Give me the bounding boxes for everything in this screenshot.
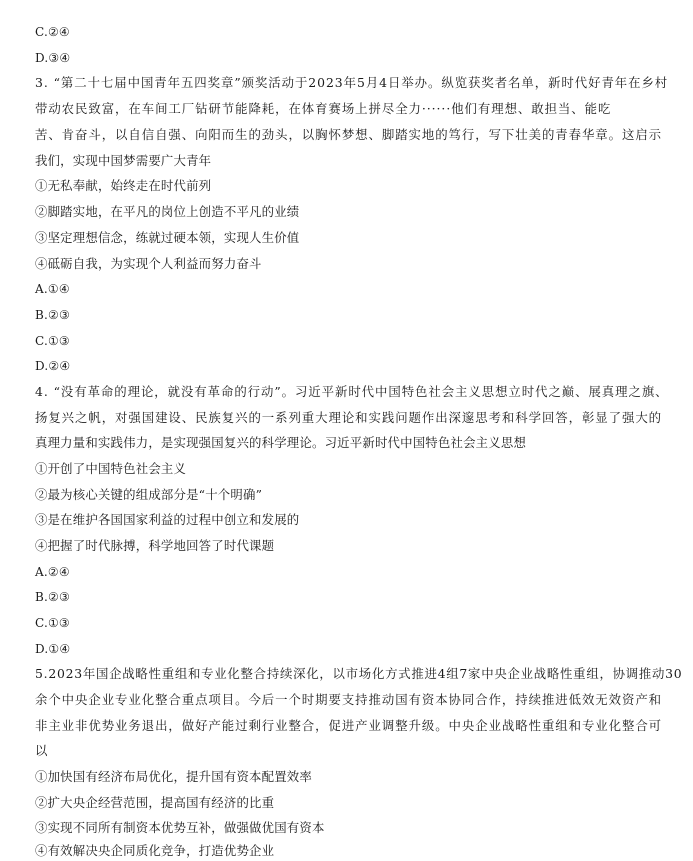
q5-stem-line-1: 5.2023年国企战略性重组和专业化整合持续深化，以市场化方式推进4组7家中央企业战略性重组，协调推动30 [35, 666, 683, 681]
q4-statement-2: ②最为核心关键的组成部分是“十个明确” [35, 487, 263, 502]
q4-stem-line-3: 真理力量和实践伟力，是实现强国复兴的科学理论。习近平新时代中国特色社会主义思想 [35, 435, 527, 450]
q3-statement-3: ③坚定理想信念，练就过硬本领，实现人生价值 [35, 230, 300, 245]
q5-statement-1: ①加快国有经济布局优化，提升国有资本配置效率 [35, 769, 312, 784]
q3-option-d: D.②④ [35, 359, 71, 373]
q5-statement-2: ②扩大央企经营范围，提高国有经济的比重 [35, 795, 275, 810]
q4-option-a: A.②④ [35, 565, 70, 579]
q4-statement-1: ①开创了中国特色社会主义 [35, 461, 187, 476]
q3-option-a: A.①④ [35, 282, 70, 296]
q4-stem-line-2: 扬复兴之帆，对强国建设、民族复兴的一系列重大理论和实践问题作出深邃思考和科学回答，彰显了强大的 [35, 410, 663, 425]
q3-statement-4: ④砥砺自我，为实现个人利益而努力奋斗 [35, 256, 262, 271]
q4-statement-4: ④把握了时代脉搏，科学地回答了时代课题 [35, 538, 275, 553]
q3-stem-line-4: 我们，实现中国梦需要广大青年 [35, 153, 212, 168]
q4-stem-line-1: 4. “没有革命的理论，就没有革命的行动”。习近平新时代中国特色社会主义思想立时代之巅、展真理之旗、 [35, 384, 669, 399]
q5-statement-4: ④有效解决央企同质化竞争，打造优势企业 [35, 843, 275, 858]
q5-stem-line-2: 余个中央企业专业化整合重点项目。今后一个时期要支持推动国有资本协同合作，持续推进低效无效资产和 [35, 692, 663, 707]
q5-stem-line-3: 非主业非优势业务退出，做好产能过剩行业整合，促进产业调整升级。中央企业战略性重组和专业化整合可 [35, 718, 663, 733]
q5-stem-line-4: 以 [35, 743, 48, 758]
q3-stem-line-3: 苦、肯奋斗，以自信自强、向阳而生的劲头，以胸怀梦想、脚踏实地的笃行，写下壮美的青春华章。这启示 [35, 127, 663, 142]
q2-option-c: C.②④ [35, 25, 70, 39]
q5-statement-3: ③实现不同所有制资本优势互补，做强做优国有资本 [35, 820, 325, 835]
q3-statement-2: ②脚踏实地，在平凡的岗位上创造不平凡的业绩 [35, 204, 300, 219]
q3-option-b: B.②③ [35, 308, 70, 322]
q3-option-c: C.①③ [35, 334, 70, 348]
q4-statement-3: ③是在维护各国国家利益的过程中创立和发展的 [35, 512, 300, 527]
q4-option-c: C.①③ [35, 616, 70, 630]
q2-option-d: D.③④ [35, 51, 71, 65]
q3-stem-line-2: 带动农民致富，在车间工厂钻研节能降耗，在体育赛场上拼尽全力······他们有理想、敢担当、能吃 [35, 101, 612, 116]
q3-stem-line-1: 3. “第二十七届中国青年五四奖章”颁奖活动于2023年5月4日举办。纵览获奖者名单，新时代好青年在乡村 [35, 75, 669, 90]
q4-option-b: B.②③ [35, 590, 70, 604]
q3-statement-1: ①无私奉献，始终走在时代前列 [35, 178, 212, 193]
q4-option-d: D.①④ [35, 642, 71, 656]
